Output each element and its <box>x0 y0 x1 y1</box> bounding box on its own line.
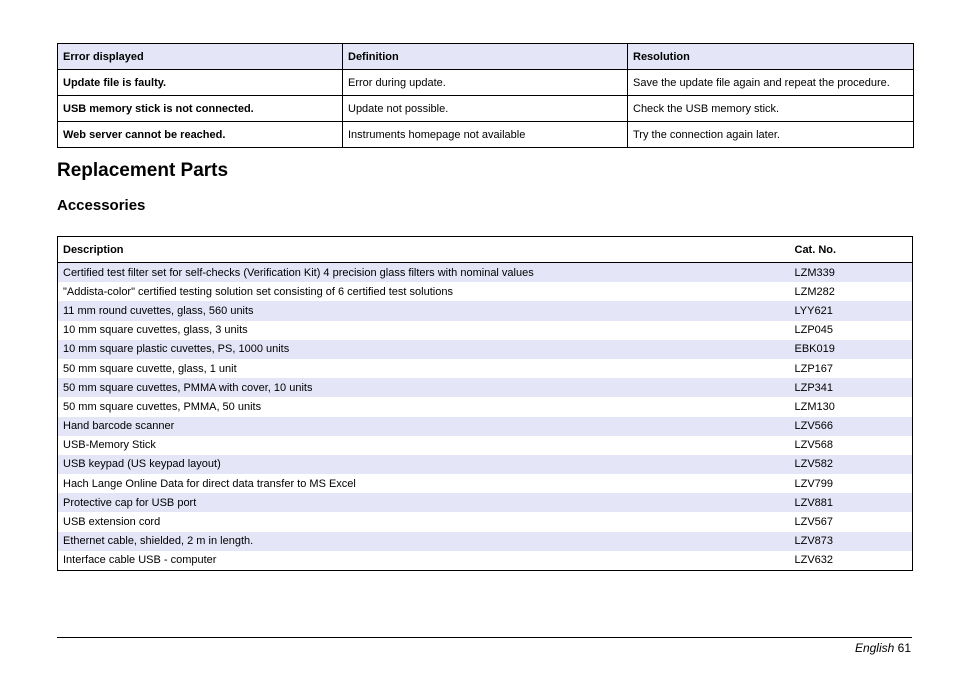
cat-no-cell: LZM130 <box>794 400 835 413</box>
description-cell: 50 mm square cuvettes, PMMA, 50 units <box>63 400 262 413</box>
cat-no-cell: LZV799 <box>794 477 834 490</box>
resolution-cell: Check the USB memory stick. <box>628 96 914 122</box>
definition-cell: Error during update. <box>343 70 628 96</box>
cat-no-cell: LZV566 <box>790 417 913 436</box>
description-cell: Interface cable USB - computer <box>63 554 217 567</box>
cat-no-cell: LZP045 <box>794 324 834 337</box>
description-cell: "Addista-color" certified testing solution set consisting of 6 certified test solutions <box>63 285 453 298</box>
definition-cell: Update not possible. <box>343 96 628 122</box>
cat-no-cell: LZV881 <box>790 493 913 512</box>
cat-no-cell: LYY621 <box>790 301 913 320</box>
header-definition: Definition <box>343 44 628 70</box>
header-error-displayed: Error displayed <box>58 44 343 70</box>
description-cell: 50 mm square cuvettes, PMMA with cover, 10 units <box>58 378 790 397</box>
description-cell: Ethernet cable, shielded, 2 m in length. <box>58 532 790 551</box>
header-description: Description <box>58 237 790 263</box>
cat-no-cell: LZM282 <box>794 285 835 298</box>
cat-no-cell: LZV873 <box>790 532 913 551</box>
table-row <box>58 532 913 551</box>
error-table <box>57 43 914 148</box>
table-row <box>58 378 913 397</box>
description-cell: 50 mm square cuvette, glass, 1 unit <box>63 362 237 375</box>
description-cell: Protective cap for USB port <box>58 493 790 512</box>
description-cell: 10 mm square plastic cuvettes, PS, 1000 units <box>58 340 790 359</box>
table-row <box>58 340 913 359</box>
table-row <box>58 359 913 378</box>
accessories-header-row <box>58 237 913 263</box>
error-table-header-row <box>58 44 914 70</box>
table-row <box>58 263 913 283</box>
table-row <box>58 301 913 320</box>
description-cell: USB keypad (US keypad layout) <box>58 455 790 474</box>
description-cell: Certified test filter set for self-checks (Verification Kit) 4 precision glass filters with nominal values <box>58 263 790 283</box>
cat-no-cell: LZV582 <box>790 455 913 474</box>
section-title: Replacement Parts <box>57 160 229 181</box>
cat-no-cell: LZP167 <box>794 362 834 375</box>
resolution-cell: Try the connection again later. <box>628 122 914 148</box>
cat-no-cell: LZV568 <box>794 439 834 452</box>
table-row <box>58 551 913 571</box>
subsection-title: Accessories <box>57 197 146 214</box>
table-row <box>58 70 914 96</box>
table-row <box>58 96 914 122</box>
definition-cell: Instruments homepage not available <box>343 122 628 148</box>
footer-language: English <box>854 641 895 655</box>
cat-no-cell: LZP341 <box>790 378 913 397</box>
table-row <box>58 512 913 531</box>
cat-no-cell: LZM339 <box>790 263 913 283</box>
footer-divider <box>57 637 912 638</box>
error-cell: Web server cannot be reached. <box>58 122 343 148</box>
resolution-cell: Save the update file again and repeat the procedure. <box>628 70 914 96</box>
header-cat-no: Cat. No. <box>790 237 913 263</box>
error-cell: Update file is faulty. <box>58 70 343 96</box>
error-cell: USB memory stick is not connected. <box>58 96 343 122</box>
table-row <box>58 417 913 436</box>
table-row <box>58 436 913 455</box>
cat-no-cell: LZV632 <box>794 554 834 567</box>
accessories-table <box>57 236 913 571</box>
header-resolution: Resolution <box>628 44 914 70</box>
description-cell: USB extension cord <box>63 516 161 529</box>
description-cell: 11 mm round cuvettes, glass, 560 units <box>58 301 790 320</box>
description-cell: Hach Lange Online Data for direct data transfer to MS Excel <box>63 477 356 490</box>
table-row <box>58 474 913 493</box>
description-cell: Hand barcode scanner <box>58 417 790 436</box>
table-row <box>58 321 913 340</box>
cat-no-cell: EBK019 <box>790 340 913 359</box>
table-row <box>58 455 913 474</box>
table-row <box>58 122 914 148</box>
table-row <box>58 493 913 512</box>
page-footer <box>855 641 911 655</box>
table-row <box>58 282 913 301</box>
page-number: 61 <box>897 641 911 655</box>
description-cell: 10 mm square cuvettes, glass, 3 units <box>63 324 248 337</box>
cat-no-cell: LZV567 <box>794 516 834 529</box>
table-row <box>58 397 913 416</box>
description-cell: USB-Memory Stick <box>63 439 156 452</box>
